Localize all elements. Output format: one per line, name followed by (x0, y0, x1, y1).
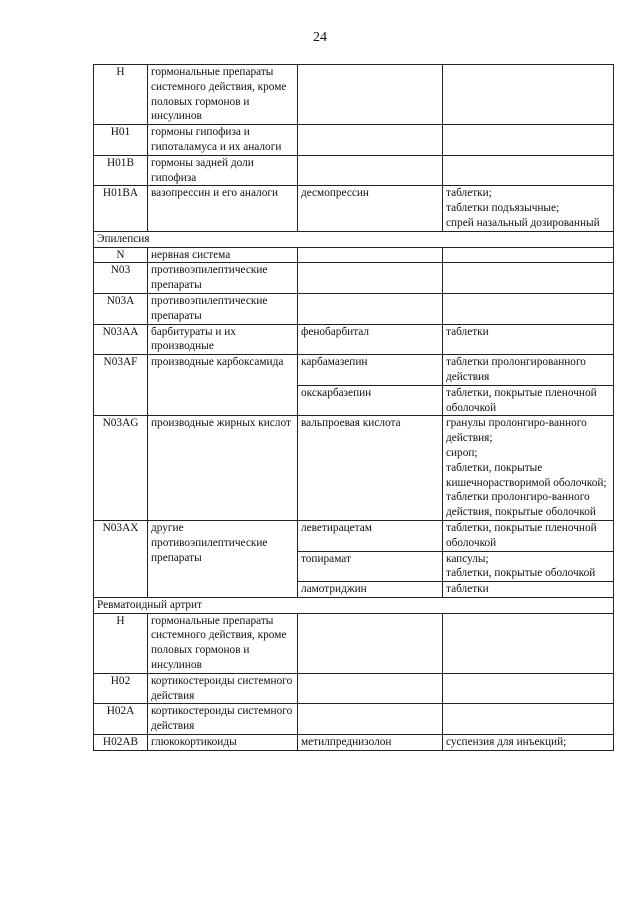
atc-group-cell: производные карбоксамида (148, 355, 298, 416)
dosage-form-cell: капсулы; таблетки, покрытые оболочкой (443, 551, 614, 582)
table-row (94, 735, 614, 751)
dosage-form-cell (443, 293, 614, 324)
atc-group-cell: другие противоэпилептические препараты (148, 520, 298, 597)
dosage-form-cell (443, 247, 614, 263)
section-header-row (94, 597, 614, 613)
table-row (94, 324, 614, 355)
atc-code-cell: H01B (94, 155, 148, 186)
drug-table (93, 64, 614, 751)
table-row (94, 155, 614, 186)
section-header-row (94, 231, 614, 247)
atc-group-cell: нервная система (148, 247, 298, 263)
atc-code-cell: H02 (94, 673, 148, 704)
dosage-form-cell: таблетки, покрытые пленочной оболочкой (443, 385, 614, 416)
dosage-form-cell: таблетки (443, 324, 614, 355)
table-row (94, 186, 614, 231)
drug-name-cell: вальпроевая кислота (298, 416, 443, 521)
atc-group-cell: гормоны задней доли гипофиза (148, 155, 298, 186)
dosage-form-cell: гранулы пролонгиро-ванного действия; сироп; таблетки, покрытые кишечнорастворимой оболочкой; таблетки пролонгиро-ванного действия, покрытые оболочкой (443, 416, 614, 521)
dosage-form-cell (443, 125, 614, 156)
atc-group-cell: противоэпилептические препараты (148, 263, 298, 294)
table-row (94, 613, 614, 673)
drug-name-cell (298, 613, 443, 673)
atc-group-cell: гормональные препараты системного действия, кроме половых гормонов и инсулинов (148, 65, 298, 125)
atc-code-cell: N03AF (94, 355, 148, 416)
atc-group-cell: гормональные препараты системного действия, кроме половых гормонов и инсулинов (148, 613, 298, 673)
table-row (94, 65, 614, 125)
drug-name-cell (298, 247, 443, 263)
atc-code-cell: N03AG (94, 416, 148, 521)
table-row (94, 355, 614, 386)
table-row (94, 673, 614, 704)
dosage-form-cell (443, 155, 614, 186)
atc-code-cell: N03A (94, 293, 148, 324)
dosage-form-cell: таблетки пролонгированного действия (443, 355, 614, 386)
drug-name-cell: десмопрессин (298, 186, 443, 231)
table-row (94, 520, 614, 551)
page-number: 24 (313, 30, 327, 45)
atc-code-cell: N03 (94, 263, 148, 294)
atc-code-cell: N (94, 247, 148, 263)
atc-group-cell: гормоны гипофиза и гипоталамуса и их аналоги (148, 125, 298, 156)
atc-group-cell: барбитураты и их производные (148, 324, 298, 355)
atc-code-cell: N03AX (94, 520, 148, 597)
dosage-form-cell (443, 673, 614, 704)
drug-name-cell: ламотриджин (298, 582, 443, 598)
atc-group-cell: глюкокортикоиды (148, 735, 298, 751)
dosage-form-cell: таблетки; таблетки подъязычные; спрей назальный дозированный (443, 186, 614, 231)
table-row (94, 263, 614, 294)
dosage-form-cell (443, 704, 614, 735)
section-title: Эпилепсия (94, 231, 614, 247)
dosage-form-cell: таблетки, покрытые пленочной оболочкой (443, 520, 614, 551)
table-body (94, 65, 614, 751)
dosage-form-cell (443, 613, 614, 673)
drug-name-cell: топирамат (298, 551, 443, 582)
atc-group-cell: кортикостероиды системного действия (148, 704, 298, 735)
dosage-form-cell (443, 263, 614, 294)
atc-group-cell: кортикостероиды системного действия (148, 673, 298, 704)
drug-name-cell (298, 673, 443, 704)
atc-code-cell: H01 (94, 125, 148, 156)
drug-name-cell (298, 155, 443, 186)
drug-name-cell (298, 125, 443, 156)
drug-name-cell (298, 65, 443, 125)
dosage-form-cell (443, 65, 614, 125)
dosage-form-cell: таблетки (443, 582, 614, 598)
table-row (94, 416, 614, 521)
drug-name-cell: леветирацетам (298, 520, 443, 551)
atc-code-cell: H (94, 613, 148, 673)
drug-name-cell (298, 704, 443, 735)
drug-name-cell: метилпреднизолон (298, 735, 443, 751)
atc-code-cell: H01BA (94, 186, 148, 231)
atc-group-cell: производные жирных кислот (148, 416, 298, 521)
atc-code-cell: N03AA (94, 324, 148, 355)
dosage-form-cell: суспензия для инъекций; (443, 735, 614, 751)
table-row (94, 125, 614, 156)
table-row (94, 247, 614, 263)
atc-code-cell: H02AB (94, 735, 148, 751)
drug-name-cell: карбамазепин (298, 355, 443, 386)
atc-group-cell: вазопрессин и его аналоги (148, 186, 298, 231)
section-title: Ревматоидный артрит (94, 597, 614, 613)
table-row (94, 293, 614, 324)
drug-name-cell (298, 293, 443, 324)
drug-name-cell: окскарбазепин (298, 385, 443, 416)
atc-code-cell: H (94, 65, 148, 125)
atc-code-cell: H02A (94, 704, 148, 735)
atc-group-cell: противоэпилептические препараты (148, 293, 298, 324)
drug-name-cell: фенобарбитал (298, 324, 443, 355)
drug-name-cell (298, 263, 443, 294)
table-row (94, 704, 614, 735)
